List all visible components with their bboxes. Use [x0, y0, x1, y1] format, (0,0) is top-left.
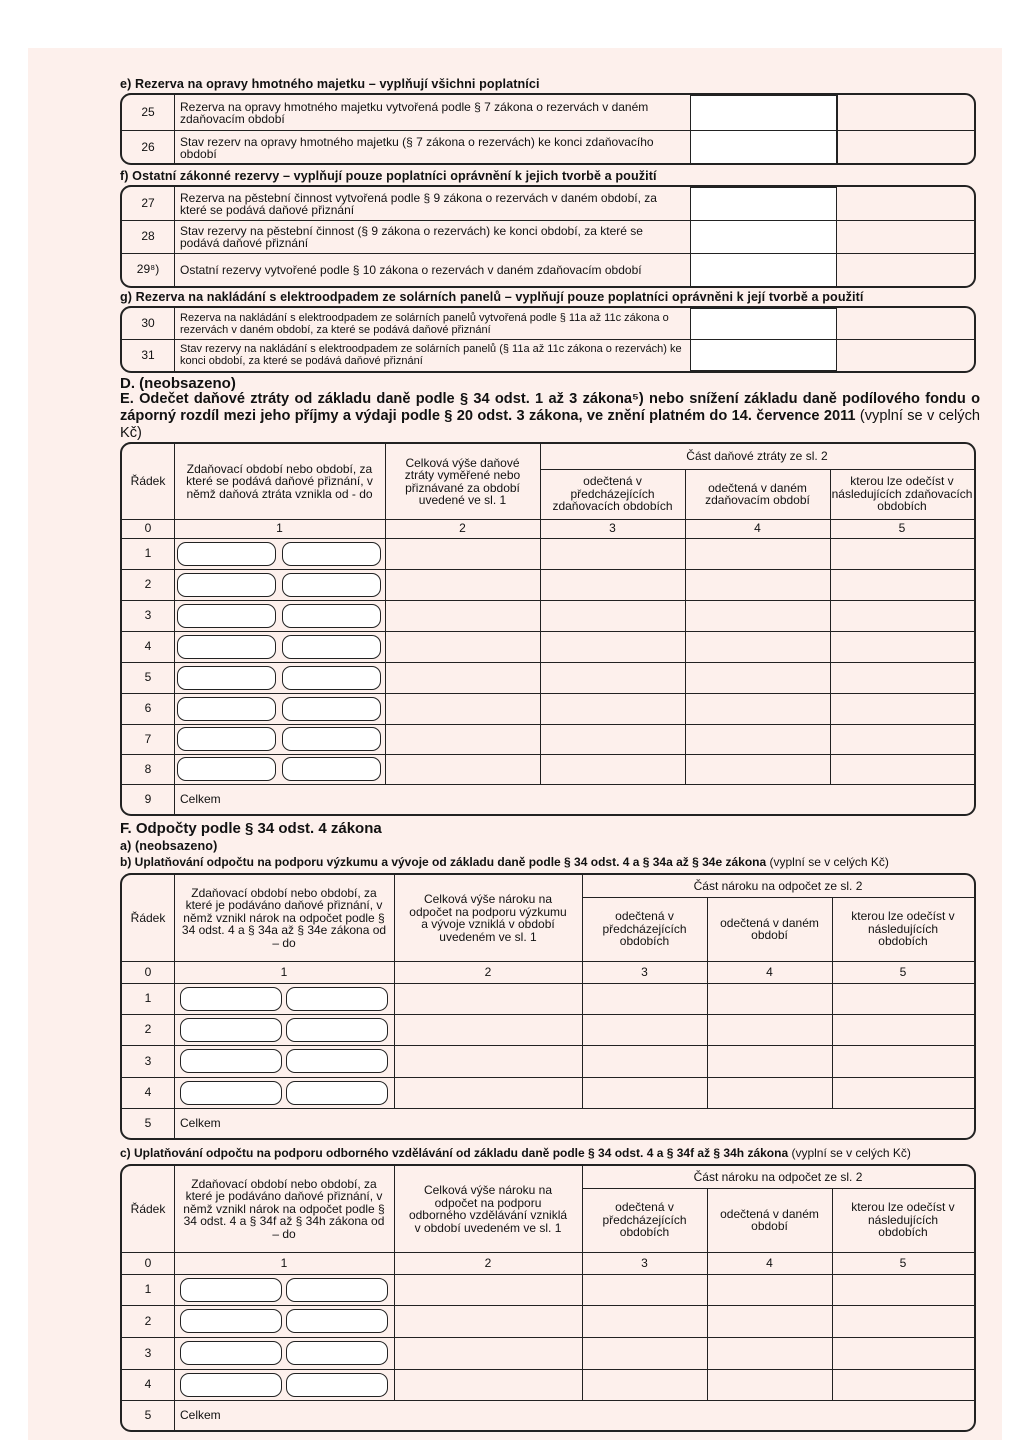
- row-number: 3: [144, 1053, 152, 1068]
- education-deduction-table: [120, 1164, 976, 1432]
- date-from-input[interactable]: [180, 1081, 282, 1105]
- total-label: Celkem: [180, 1407, 221, 1422]
- section-e-title: e) Rezerva na opravy hmotného majetku – vyplňují všichni poplatníci: [120, 77, 540, 91]
- col-number: 2: [484, 1255, 492, 1270]
- col-number: 1: [276, 521, 283, 536]
- date-to-input[interactable]: [282, 697, 381, 721]
- row-number: 25: [141, 105, 155, 120]
- row-number: 8: [144, 761, 152, 776]
- date-from-input[interactable]: [177, 757, 276, 781]
- date-from-input[interactable]: [180, 1309, 282, 1333]
- header-total-claim: Celková výše nároku na odpočet na podporu výzkumu a vývoje vzniklá v období uvedeném ve sl. 1: [409, 892, 567, 944]
- total-label: Celkem: [180, 1115, 221, 1130]
- date-from-input[interactable]: [177, 573, 276, 597]
- row-number: 3: [144, 1345, 152, 1360]
- header-radek: Řádek: [130, 1201, 166, 1216]
- section-F-b-title: b) Uplatňování odpočtu na podporu výzkumu a vývoje od základu daně podle § 34 odst. 4 a § 34a až § 34e zákona (vyplní se v celých Kč): [120, 855, 889, 869]
- row-label: Stav rezerv na opravy hmotného majetku (§ 7 zákona o rezervách) ke konci zdaňovacího období: [180, 134, 654, 161]
- row-number: 9: [144, 791, 152, 806]
- section-f-title: f) Ostatní zákonné rezervy – vyplňují pouze poplatníci oprávnění k jejich tvorbě a použití: [120, 169, 657, 183]
- row-number: 4: [144, 1085, 152, 1100]
- section-F-c-title: c) Uplatňování odpočtu na podporu odborného vzdělávání od základu daně podle § 34 odst. 4 a § 34f až § 34h zákona (vyplní se v celých Kč): [120, 1146, 911, 1160]
- date-to-input[interactable]: [282, 573, 381, 597]
- header-total-claim: Celková výše nároku na odpočet na podporu odborného vzdělávání vzniklá v období uvedeném ve sl. 1: [408, 1183, 568, 1235]
- date-to-input[interactable]: [286, 1081, 388, 1105]
- row-label: Stav rezervy na pěstební činnost (§ 9 zákona o rezervách) ke konci období, za které se podává daňové přiznání: [180, 223, 643, 250]
- header-col3: odečtená v předcházejících zdaňovacích obdobích: [552, 474, 673, 514]
- header-col4: odečtená v daném zdaňovacím období: [705, 480, 810, 507]
- row-number: 30: [141, 316, 155, 331]
- date-from-input[interactable]: [177, 635, 276, 659]
- date-to-input[interactable]: [282, 727, 381, 751]
- row-label: Rezerva na pěstební činnost vytvořená podle § 9 zákona o rezervách v daném období, za které se podává daňové přiznání: [180, 190, 657, 217]
- row-number: 5: [144, 1407, 152, 1422]
- research-deduction-table: [120, 873, 976, 1140]
- date-to-input[interactable]: [286, 1341, 388, 1365]
- row-number: 4: [144, 639, 152, 654]
- date-from-input[interactable]: [177, 697, 276, 721]
- header-col3: odečtená v předcházejících obdobích: [602, 1200, 687, 1240]
- col-number: 4: [766, 964, 773, 979]
- col-number: 3: [641, 1255, 648, 1270]
- date-to-input[interactable]: [286, 1049, 388, 1073]
- row-number: 2: [144, 1022, 152, 1037]
- date-to-input[interactable]: [282, 757, 381, 781]
- row-number: 2: [144, 577, 152, 592]
- loss-table: [120, 442, 976, 816]
- section-g-title: g) Rezerva na nakládání s elektroodpadem ze solárních panelů – vyplňují pouze poplatníci oprávněni k její tvorbě a použití: [120, 290, 864, 304]
- row-number: 1: [144, 1282, 152, 1297]
- date-from-input[interactable]: [180, 1049, 282, 1073]
- header-radek: Řádek: [130, 910, 166, 925]
- amount-field[interactable]: [690, 187, 837, 287]
- col-number: 5: [899, 1255, 907, 1270]
- header-period: Zdaňovací období nebo období, za které se podává daňové přiznání, v němž daňová ztráta vznikla od - do: [186, 461, 373, 501]
- row-number: 27: [141, 196, 155, 211]
- header-loss-part: Část daňové ztráty ze sl. 2: [686, 449, 828, 464]
- row-number: 1: [144, 991, 152, 1006]
- row-number: 26: [141, 139, 155, 154]
- row-label: Stav rezervy na nakládání s elektroodpadem ze solárních panelů (§ 11a až 11c zákona o rezervách) ke konci období, za které se podává daňové přiznání: [180, 343, 682, 367]
- date-to-input[interactable]: [282, 604, 381, 628]
- date-from-input[interactable]: [177, 542, 276, 566]
- col-number: 4: [754, 521, 761, 536]
- header-col3: odečtená v předcházejících obdobích: [602, 909, 687, 949]
- date-from-input[interactable]: [180, 1373, 282, 1397]
- col-number: 5: [898, 521, 906, 536]
- section-E-title: E. Odečet daňové ztráty od základu daně podle § 34 odst. 1 až 3 zákona⁵) nebo snížení základu daně podílového fondu o záporný rozdíl mezi jeho příjmy a výdaji podle § 20 odst. 3 zákona, ve znění platném do 14. července 2011 (vyplní se v celých Kč): [120, 391, 980, 441]
- row-number: 29⁸): [136, 262, 160, 277]
- section-d-title: D. (neobsazeno): [120, 375, 236, 392]
- row-label: Rezerva na nakládání s elektroodpadem ze solárních panelů vytvořená podle § 11a až 11c zákona o rezervách v daném období, za které se podává daňové přiznání: [180, 311, 669, 336]
- row-number: 5: [144, 670, 152, 685]
- date-to-input[interactable]: [282, 666, 381, 690]
- row-number: 4: [144, 1377, 152, 1392]
- date-from-input[interactable]: [180, 987, 282, 1011]
- header-col4: odečtená v daném období: [720, 915, 819, 942]
- col-number: 0: [144, 521, 152, 536]
- header-col5: kterou lze odečíst v následujících obdobích: [851, 1200, 955, 1240]
- header-col5: kterou lze odečíst v následujících obdobích: [851, 909, 955, 949]
- header-claim-part: Část nároku na odpočet ze sl. 2: [693, 878, 863, 893]
- row-label: Ostatní rezervy vytvořené podle § 10 zákona o rezervách v daném zdaňovacím období: [180, 262, 642, 277]
- date-to-input[interactable]: [286, 1018, 388, 1042]
- col-number: 0: [144, 964, 152, 979]
- col-number: 0: [144, 1255, 152, 1270]
- header-total-loss: Celková výše daňové ztráty vyměřené nebo přiznávané za období uvedené ve sl. 1: [404, 455, 521, 507]
- row-number: 28: [141, 229, 155, 244]
- date-from-input[interactable]: [177, 604, 276, 628]
- section-e-box: [120, 93, 976, 165]
- date-to-input[interactable]: [282, 635, 381, 659]
- section-g-box: [120, 306, 976, 373]
- col-number: 3: [641, 964, 648, 979]
- date-to-input[interactable]: [282, 542, 381, 566]
- col-number: 1: [280, 964, 288, 979]
- header-col4: odečtená v daném období: [720, 1206, 819, 1233]
- date-to-input[interactable]: [286, 1278, 388, 1302]
- col-number: 2: [459, 521, 466, 536]
- date-from-input[interactable]: [180, 1018, 282, 1042]
- row-number: 6: [144, 701, 152, 716]
- header-col5: kterou lze odečíst v následujících zdaňovacích obdobích: [831, 474, 973, 514]
- header-claim-part: Část nároku na odpočet ze sl. 2: [693, 1169, 863, 1184]
- row-number: 31: [141, 347, 155, 362]
- date-from-input[interactable]: [180, 1341, 282, 1365]
- date-from-input[interactable]: [177, 666, 276, 690]
- section-f-box: [120, 185, 976, 288]
- col-number: 4: [766, 1255, 773, 1270]
- col-number: 2: [484, 964, 492, 979]
- date-from-input[interactable]: [177, 727, 276, 751]
- header-period: Zdaňovací období nebo období, za které je podáváno daňové přiznání, v němž vznikl nárok na odpočet podle § 34 odst. 4 a § 34f až § 34h zákona od – do: [183, 1176, 385, 1241]
- date-to-input[interactable]: [286, 1373, 388, 1397]
- date-to-input[interactable]: [286, 1309, 388, 1333]
- row-number: 1: [144, 546, 152, 561]
- row-number: 5: [144, 1115, 152, 1130]
- date-from-input[interactable]: [180, 1278, 282, 1302]
- row-number: 3: [144, 608, 152, 623]
- col-number: 5: [899, 964, 907, 979]
- section-F-title: F. Odpočty podle § 34 odst. 4 zákona: [120, 820, 382, 837]
- date-to-input[interactable]: [286, 987, 388, 1011]
- section-F-a: a) (neobsazeno): [120, 839, 218, 853]
- header-radek: Řádek: [130, 474, 166, 489]
- header-period: Zdaňovací období nebo období, za které je podáváno daňové přiznání, v němž vznikl nárok na odpočet podle § 34 odst. 4 a § 34a až § 34e zákona od – do: [181, 885, 387, 950]
- row-number: 7: [144, 731, 152, 746]
- total-label: Celkem: [180, 791, 221, 806]
- col-number: 1: [280, 1255, 288, 1270]
- row-number: 2: [144, 1313, 152, 1328]
- col-number: 3: [609, 521, 616, 536]
- row-label: Rezerva na opravy hmotného majetku vytvořená podle § 7 zákona o rezervách v daném zdaňovacím období: [180, 99, 649, 126]
